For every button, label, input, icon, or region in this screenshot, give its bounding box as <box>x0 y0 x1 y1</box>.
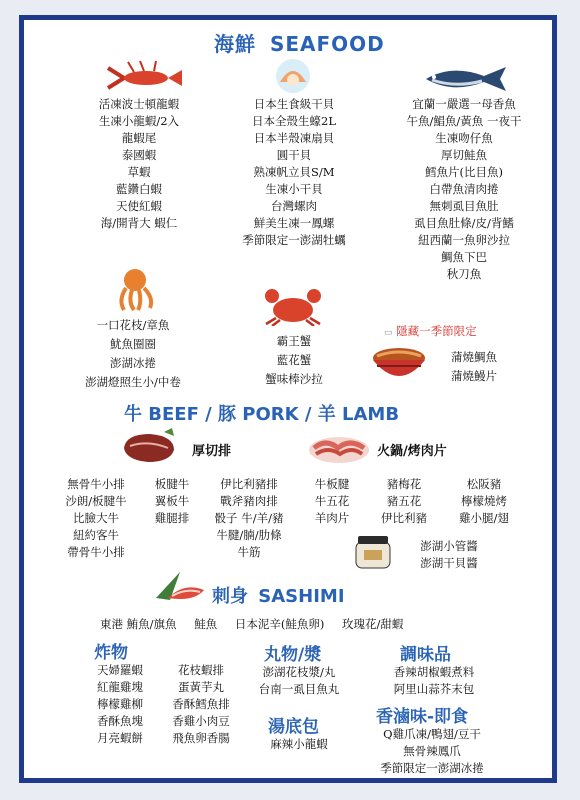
menu-item: 花枝蝦排 <box>178 663 224 677</box>
menu-item: 雞小腿/翅 <box>459 511 509 525</box>
menu-item: 日本半殼凍扇貝 <box>253 131 335 145</box>
menu-item: 東港 鮪魚/旗魚 <box>100 617 177 631</box>
menu-item: 無骨牛小排 <box>67 477 125 491</box>
crab-icon <box>262 284 324 326</box>
menu-item: 鯛魚下巴 <box>441 250 487 264</box>
menu-item: 豬五花 <box>386 494 422 508</box>
menu-item: 宜蘭一嚴選一母香魚 <box>412 97 516 111</box>
menu-item: 厚切鮭魚 <box>441 148 487 162</box>
meat-col-5 <box>369 476 439 527</box>
menu-item: 鮮美生凍一鳳螺 <box>253 216 335 230</box>
menu-item: 板腱牛 <box>154 477 190 491</box>
menu-item: 戰斧豬肉排 <box>220 494 278 508</box>
sashimi-title-cn: 刺身 <box>212 586 248 607</box>
menu-item: 午魚/鯧魚/黃魚 一夜干 <box>406 114 522 128</box>
lobster-icon <box>104 60 184 94</box>
seafood-col-fish <box>389 96 539 283</box>
menu-item: 雞腿排 <box>154 511 190 525</box>
menu-item: 草蝦 <box>127 165 151 179</box>
menu-item: 松阪豬 <box>466 477 502 491</box>
menu-item: 香酥魚塊 <box>97 714 143 728</box>
menu-item: 檸檬燒烤 <box>461 494 507 508</box>
menu-item: 檸檬雞柳 <box>97 697 143 711</box>
menu-item: 蛋黃芋丸 <box>178 680 224 694</box>
menu-item: 紐約客牛 <box>73 528 119 542</box>
menu-item: 魷魚圈圈 <box>110 337 156 351</box>
menu-item: 霸王蟹 <box>276 334 312 348</box>
menu-item: 蒲燒鯛魚 <box>451 350 497 364</box>
menu-item: 骰子 牛/羊/豬 <box>214 511 284 525</box>
menu-item: 生凍小干貝 <box>265 182 323 196</box>
sashimi-line <box>100 616 403 632</box>
menu-item: 沙朗/板腱牛 <box>65 494 127 508</box>
menu-item: 天使紅蝦 <box>116 199 162 213</box>
meat-col-1 <box>56 476 136 561</box>
menu-item: 台南一虱目魚丸 <box>258 682 340 696</box>
pork-title-cn: 豚 <box>218 404 237 425</box>
menu-item: 一口花枝/章魚 <box>96 318 170 332</box>
seafood-heading <box>214 28 385 57</box>
sauce-jar-icon <box>352 534 396 572</box>
seafood-col-shellfish <box>79 96 199 232</box>
eel-rice-bowl-icon <box>369 342 429 388</box>
menu-item: 香酥鱈魚排 <box>172 697 230 711</box>
menu-item: 香雞小肉豆 <box>172 714 230 728</box>
menu-item: 藍花蟹 <box>276 353 312 367</box>
seafood-title-en: SEAFOOD <box>269 32 385 56</box>
menu-page <box>19 15 557 783</box>
menu-item: 龍蝦尾 <box>121 131 157 145</box>
menu-item: 季節限定一澎湖冰捲 <box>380 761 484 775</box>
fried-heading: 炸物 <box>94 643 128 663</box>
soup-base-heading: 湯底包 <box>268 717 319 737</box>
scallop-icon <box>272 58 314 94</box>
sashimi-title-en: SASHIMI <box>258 586 345 607</box>
menu-item: 澎湖冰捲 <box>110 356 156 370</box>
menu-item: 伊比利豬 <box>381 511 427 525</box>
menu-item: 泰國蝦 <box>121 148 157 162</box>
menu-item: 澎湖燈照生小/中卷 <box>85 375 181 389</box>
seasoning-heading: 調味品 <box>400 645 451 665</box>
seafood-col-crab <box>239 332 349 389</box>
octopus-icon <box>112 266 158 312</box>
menu-item: 玫瑰花/甜蝦 <box>341 617 404 631</box>
menu-item: 麻辣小龍蝦 <box>270 737 328 751</box>
menu-item: 生凍吻仔魚 <box>435 131 493 145</box>
menu-item: 澎湖干貝醬 <box>420 556 478 570</box>
menu-item: 熟凍帆立貝S/M <box>253 165 335 179</box>
menu-item: 紐西蘭一魚卵沙拉 <box>418 233 510 247</box>
menu-item: 天婦羅蝦 <box>97 663 143 677</box>
sauce-col <box>404 538 494 572</box>
beef-title-cn: 牛 <box>124 404 142 425</box>
meat-col-3 <box>204 476 294 561</box>
sashimi-heading <box>212 582 345 608</box>
menu-item: 紅龍雞塊 <box>97 680 143 694</box>
menu-item: 豬梅花 <box>386 477 422 491</box>
menu-item: 鮭魚 <box>194 617 218 631</box>
braised-col <box>362 726 502 777</box>
menu-item: 虱目魚肚條/皮/背鰭 <box>414 216 514 230</box>
menu-item: 阿里山蒜芥末包 <box>393 682 475 696</box>
seafood-title-cn: 海鮮 <box>214 32 256 56</box>
menu-item: 日本生食級干貝 <box>253 97 335 111</box>
hidden-seasonal-badge: ▭ 隱藏一季節限定 <box>384 324 477 338</box>
menu-item: 蟹味棒沙拉 <box>265 372 323 386</box>
menu-item: 台灣螺肉 <box>271 199 317 213</box>
thick-cut-heading: 厚切排 <box>192 444 232 459</box>
seafood-col-eel <box>439 348 509 386</box>
lamb-title-en: LAMB <box>342 404 400 425</box>
menu-item: 飛魚卵香腸 <box>172 731 230 745</box>
soup-base-col <box>254 736 344 753</box>
menu-item: 季節限定一澎湖牡蠣 <box>242 233 346 247</box>
meat-col-2 <box>142 476 202 527</box>
menu-item: 澎湖小管醬 <box>420 539 478 553</box>
lamb-title-cn: 羊 <box>317 404 336 425</box>
menu-item: 帶骨牛小排 <box>67 545 125 559</box>
hotpot-heading: 火鍋/烤肉片 <box>377 444 447 459</box>
menu-item: 無骨辣鳳爪 <box>403 744 461 758</box>
menu-item: Q雞爪凍/鴨翅/豆干 <box>383 727 481 741</box>
menu-item: 蒲燒鰻片 <box>451 369 497 383</box>
seafood-col-scallops <box>224 96 364 249</box>
balls-heading: 丸物/漿 <box>264 645 322 665</box>
menu-item: 無刺虱目魚肚 <box>429 199 499 213</box>
menu-item: 澎湖花枝漿/丸 <box>262 665 336 679</box>
menu-item: 牛腱/腩/肋條 <box>216 528 282 542</box>
fried-col-2 <box>158 662 244 747</box>
menu-item: 牛板腱 <box>314 477 350 491</box>
menu-item: 活凍波士頓龍蝦 <box>98 97 180 111</box>
tuna-icon <box>422 64 508 94</box>
menu-item: 牛筋 <box>237 545 261 559</box>
balls-col <box>244 664 354 698</box>
menu-item: 藍鑽白蝦 <box>116 182 162 196</box>
menu-item: 圓干貝 <box>276 148 312 162</box>
menu-item: 香辣胡椒蝦煮料 <box>393 665 475 679</box>
meat-heading: 牛 BEEF / 豚 PORK / 羊 LAMB <box>124 404 400 425</box>
sliced-meat-icon <box>306 430 372 466</box>
menu-item: 比臉大牛 <box>73 511 119 525</box>
meat-col-6 <box>444 476 524 527</box>
meat-col-4 <box>302 476 362 527</box>
menu-item: 羊肉片 <box>314 511 350 525</box>
beef-title-en: BEEF <box>148 404 199 425</box>
menu-item: 秋刀魚 <box>446 267 482 281</box>
menu-item: 牛五花 <box>314 494 350 508</box>
braised-heading: 香滷味-即食 <box>376 707 469 727</box>
menu-item: 海/開背大 蝦仁 <box>100 216 178 230</box>
seasoning-col <box>374 664 494 698</box>
menu-item: 日本泥辛(鮭魚卵) <box>234 617 325 631</box>
steak-icon <box>120 428 178 466</box>
menu-item: 月亮蝦餅 <box>97 731 143 745</box>
hidden-seasonal-label: 隱藏一季節限定 <box>396 324 477 338</box>
menu-item: 生凍小龍蝦/2入 <box>98 114 180 128</box>
menu-item: 伊比利豬排 <box>220 477 278 491</box>
pork-title-en: PORK <box>242 404 299 425</box>
menu-item: 鱈魚片(比目魚) <box>425 165 503 179</box>
fried-col-1 <box>80 662 160 747</box>
seafood-col-squid <box>68 316 198 392</box>
sashimi-icon <box>150 568 210 604</box>
menu-item: 日本全殼生蠔2L <box>252 114 336 128</box>
menu-item: 白帶魚清肉捲 <box>429 182 499 196</box>
menu-item: 翼板牛 <box>154 494 190 508</box>
